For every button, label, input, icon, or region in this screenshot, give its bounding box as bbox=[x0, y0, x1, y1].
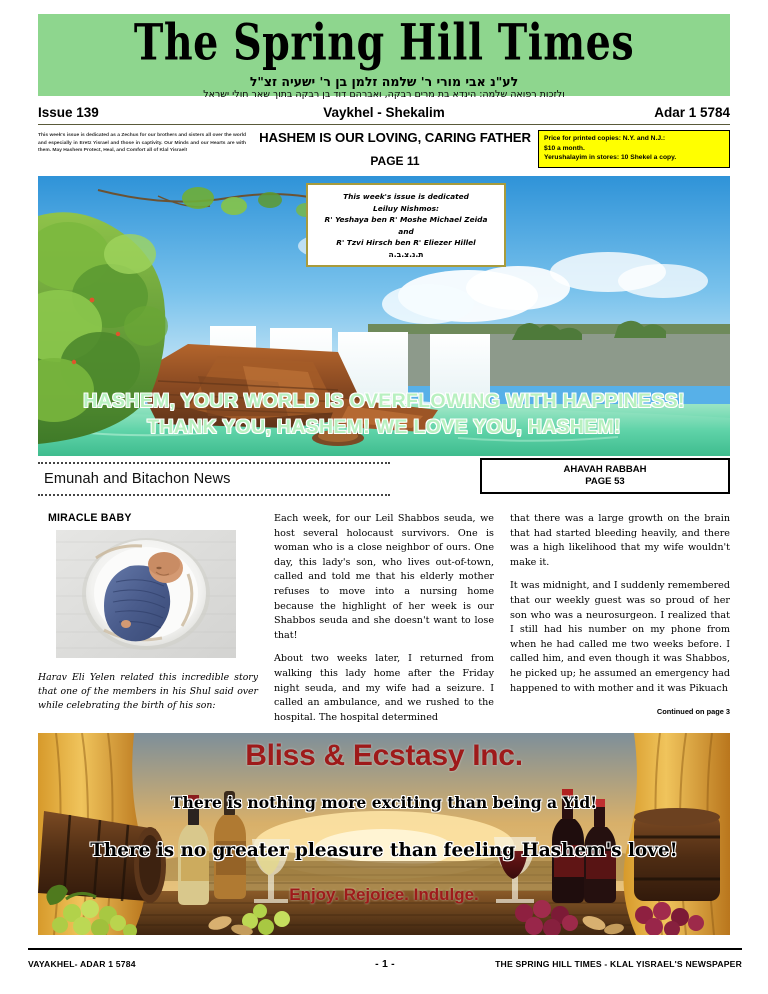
article-miracle-baby bbox=[38, 512, 730, 726]
hero-dedication-line-6-hebrew: ת.נ.צ.ב.ה bbox=[388, 249, 424, 259]
ad-tagline: Enjoy. Rejoice. Indulge. bbox=[289, 885, 479, 904]
article-column-2 bbox=[274, 512, 494, 726]
price-box bbox=[538, 130, 730, 168]
parsha-name: Vaykhel - Shekalim bbox=[323, 105, 445, 120]
masthead bbox=[38, 14, 730, 100]
article-column-1 bbox=[38, 512, 258, 726]
lead-headline: HASHEM IS OUR LOVING, CARING FATHER bbox=[259, 130, 531, 145]
ahavah-rabbah-box bbox=[480, 458, 730, 494]
hero-caption-line-2: THANK YOU, HASHEM! WE LOVE YOU, HASHEM! bbox=[147, 416, 621, 438]
top-strip bbox=[38, 130, 730, 172]
article-paragraph: About two weeks later, I returned from walking this lady home after the Friday night seuda, and my wife had a seizure. I called an ambulance, and we rushed to the hospital. The hospital determined bbox=[274, 653, 494, 723]
page-footer bbox=[28, 948, 742, 974]
lead-headline-block bbox=[252, 130, 538, 168]
masthead-hebrew-dedication-line-1: לע"נ אבי מורי ר' שלמה זלמן בן ר' ישעיה זצ"ל bbox=[249, 74, 519, 89]
hero-caption-line-1: HASHEM, YOUR WORLD IS OVERFLOWING WITH HAPPINESS! bbox=[83, 390, 685, 412]
ad-line-2: There is no greater pleasure than feeling Hashem's love! bbox=[90, 840, 678, 861]
issue-bar bbox=[38, 101, 730, 125]
footer-page-number: - 1 - bbox=[375, 958, 395, 970]
section-title: Emunah and Bitachon News bbox=[44, 471, 231, 487]
hero-image-waterfall bbox=[38, 176, 730, 456]
masthead-hebrew-dedication-line-2: ולזכות רפואה שלמה: הינדא בת מרים רבקה, ואברהם דוד בן רבקה בתוך שאר חולי ישראל bbox=[203, 89, 565, 100]
advertisement-bliss-ecstasy[interactable] bbox=[38, 733, 730, 935]
article-column-3 bbox=[510, 512, 730, 726]
hero-dedication-line-1: This week's issue is dedicated bbox=[343, 192, 469, 201]
continued-link[interactable]: Continued on page 3 bbox=[656, 707, 730, 717]
hero-dedication-line-3: R' Yeshaya ben R' Moshe Michael Zeida bbox=[324, 215, 488, 224]
issue-number: Issue 139 bbox=[38, 105, 99, 120]
ahavah-rabbah-title: AHAVAH RABBAH bbox=[563, 464, 647, 475]
hero-dedication-line-2: Leiluy Nishmos: bbox=[373, 203, 439, 213]
ahavah-rabbah-page: PAGE 53 bbox=[585, 476, 625, 487]
ad-text-overlay bbox=[38, 733, 730, 935]
ad-line-1: There is nothing more exciting than being a Yid! bbox=[170, 793, 598, 812]
hebrew-date: Adar 1 5784 bbox=[654, 105, 731, 120]
dedication-note: This week's issue is dedicated as a Zechus for our brothers and sisters all over the world and especially in Eretz Yisrael and those in captivity. Our Minds and our Hearts are with them. May Hashem Protect, Heal, and Comfort all of Klal Yisrael! bbox=[38, 133, 246, 154]
lead-headline-page-ref: PAGE 11 bbox=[370, 154, 420, 168]
price-line-1: Price for printed copies: N.Y. and N.J.: bbox=[544, 135, 666, 142]
article-paragraph: that there was a large growth on the brain that had started bleeding heavily, and there was a high likelihood that my wife wouldn't make it. bbox=[510, 513, 730, 568]
section-title-wrap bbox=[38, 462, 390, 496]
section-header-row bbox=[38, 462, 730, 504]
newspaper-title: The Spring Hill Times bbox=[133, 14, 635, 72]
article-paragraph: It was midnight, and I suddenly remembered that our weekly guest was so proud of her son who was a neurosurgeon. I realized that I still had his number on my phone from when he had called me two weeks before. I called him, and even though it was Shabbos, he picked up; he assumed an emergency had happened to with mother and it was Pikuach bbox=[510, 580, 730, 694]
hero-dedication-box bbox=[306, 183, 506, 267]
hero-caption bbox=[38, 388, 730, 440]
article-title: MIRACLE BABY bbox=[48, 512, 132, 524]
article-lede: Harav Eli Yelen related this incredible story that one of the members in his Shul said over while celebrating the birth of his son: bbox=[38, 672, 258, 712]
hero-dedication-line-4: and bbox=[398, 226, 414, 236]
hero-dedication-line-5: R' Tzvi Hirsch ben R' Eliezer Hillel bbox=[336, 238, 476, 247]
price-line-3: Yerushalayim in stores: 10 Shekel a copy. bbox=[544, 154, 677, 162]
price-line-2: $10 a month. bbox=[544, 144, 585, 152]
article-paragraph: Each week, for our Leil Shabbos seuda, we host several holocaust survivors. One is woman who is a close neighbor of ours. One day, this lady's son, who lives out-of-town, called and told me that his elderly mother refuses to move into a nursing home because the highlight of her week is our Shabbos seuda and she doesn't want to lose that! bbox=[274, 513, 494, 641]
ad-title: Bliss & Ecstasy Inc. bbox=[245, 739, 523, 772]
newborn-baby-photo bbox=[56, 530, 236, 658]
footer-right: THE SPRING HILL TIMES - KLAL YISRAEL'S NEWSPAPER bbox=[495, 959, 742, 969]
footer-left: VAYAKHEL- ADAR 1 5784 bbox=[28, 959, 136, 969]
